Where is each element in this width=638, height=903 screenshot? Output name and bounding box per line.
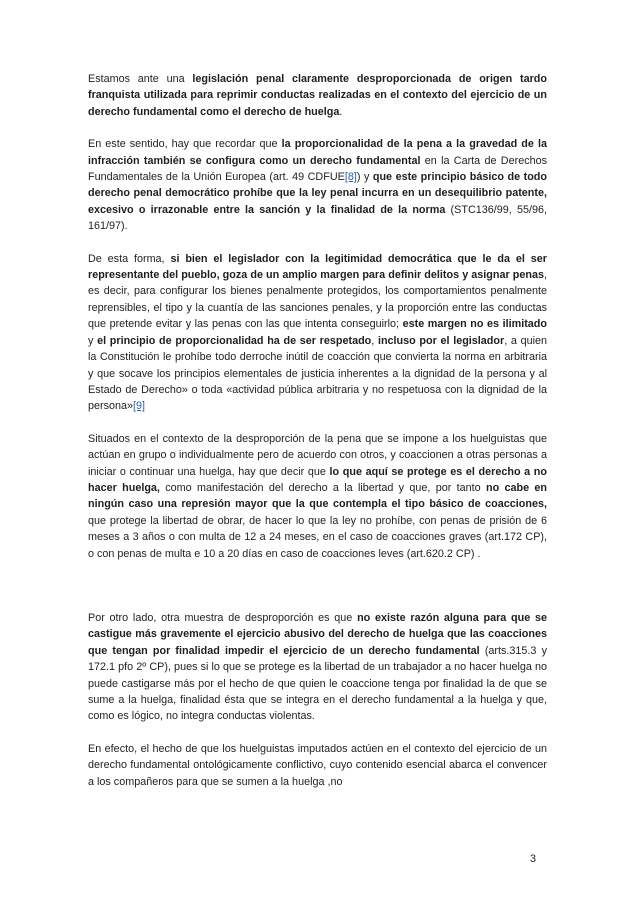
- text-run: que protege la libertad de obrar, de hacer lo que la ley no prohíbe, con penas de prisión de 6 meses a 3 años o con multa de 12 a 24 meses, en el caso de coacciones graves (art.172 CP), o con penas de multa e 10 a 20 días en caso de coacciones leves (art.620.2 CP) .: [88, 514, 547, 560]
- paragraph-1: [88, 71, 547, 120]
- bold-text: este margen no es ilimitado: [402, 318, 548, 331]
- bold-text: la proporcionalidad de la pena a la gravedad de la infracción también se configura como un derecho fundamental: [88, 138, 547, 167]
- text-run: (arts.315.3 y 172.1 pfo 2º CP), pues si lo que se protege es la libertad de un trabajador a no hacer huelga no puede castigarse más por el hecho de que quien le coaccione tenga por finalidad la de que se sume a la huelga, finalidad ésta que se integra en el derecho fundamental a la huelga y que, como es lógico, no integra conductas violentas.: [88, 644, 547, 723]
- text-run: De esta forma,: [88, 252, 171, 265]
- page-number: 3: [530, 853, 537, 865]
- footnote-link[interactable]: [8]: [344, 171, 357, 184]
- paragraph-4: [88, 431, 547, 562]
- text-run: , a quien la Constitución le prohíbe todo derroche inútil de coacción que convierta la norma en arbitraria y que socave los principios elementales de justicia inherentes a la dignidad de la persona y al Estado de Derecho» o toda «actividad pública arbitraria y no respetuosa con la dignidad de la persona»: [88, 334, 547, 413]
- text-run: en la Carta de Derechos Fundamentales de la Unión Europea (art. 49 CDFUE: [88, 154, 548, 184]
- text-run: y: [88, 334, 98, 347]
- paragraph-2: [88, 136, 547, 234]
- text-run: .: [339, 105, 343, 118]
- paragraph-5: [88, 610, 547, 725]
- document-body: [88, 71, 547, 806]
- text-run: (STC136/99, 55/96, 161/97).: [88, 203, 547, 233]
- text-run: Situados en el contexto de la desproporción de la pena que se impone a los huelguistas que actúan en grupo o individualmente pero de acuerdo con otros, y coaccionen a otras personas a iniciar o continuar una huelga, hay que decir que: [88, 432, 547, 478]
- bold-text: no existe razón alguna para que se castigue más gravemente el ejercicio abusivo del derecho de huelga que las coacciones que tengan por finalidad impedir el ejercicio de un derecho fundamental: [88, 611, 547, 657]
- paragraph-6: [88, 741, 547, 790]
- text-run: En este sentido, hay que recordar que: [88, 138, 282, 151]
- bold-text: incluso por el legislador: [377, 334, 505, 347]
- text-run: Estamos ante una: [88, 73, 193, 85]
- bold-text: legislación penal claramente desproporcionada de origen tardo franquista utilizada para reprimir conductas realizadas en el contexto del ejercicio de un derecho fundamental como el derecho de huelga: [88, 73, 547, 118]
- text-run: Por otro lado, otra muestra de desproporción es que: [88, 611, 358, 624]
- paragraph-3: [88, 251, 547, 415]
- text-run: , es decir, para configurar los bienes penalmente protegidos, los comportamientos penalmente reprensibles, el tipo y la cuantía de las sanciones penales, y la proporción entre las conductas que pretende evitar y las penas con las que intenta conseguirlo;: [88, 269, 547, 331]
- bold-text: no cabe en ningún caso una represión mayor que la que contempla el tipo básico de coacciones,: [88, 481, 547, 511]
- text-run: como manifestación del derecho a la libertad y que, por tanto: [159, 481, 486, 494]
- text-run: ,: [371, 334, 378, 347]
- text-run: ) y: [356, 171, 373, 184]
- bold-text: lo que aquí se protege es el derecho a no hacer huelga,: [88, 465, 547, 494]
- text-run: En efecto, el hecho de que los huelguistas imputados actúen en el contexto del ejercicio de un derecho fundamental ontológicamente conflictivo, cuyo contenido esencial abarca el convencer a los compañeros para que se sumen a la huelga ,no: [88, 742, 547, 788]
- footnote-link[interactable]: [9]: [133, 400, 146, 413]
- bold-text: si bien el legislador con la legitimidad democrática que le da el ser representante del pueblo, goza de un amplio margen para definir delitos y asignar penas: [88, 252, 547, 282]
- bold-text: el principio de proporcionalidad ha de ser respetado: [97, 334, 372, 347]
- bold-text: que este principio básico de todo derecho penal democrático prohíbe que la ley penal incurra en un desequilibrio patente, excesivo o irrazonable entre la sanción y la finalidad de la norma: [88, 171, 547, 216]
